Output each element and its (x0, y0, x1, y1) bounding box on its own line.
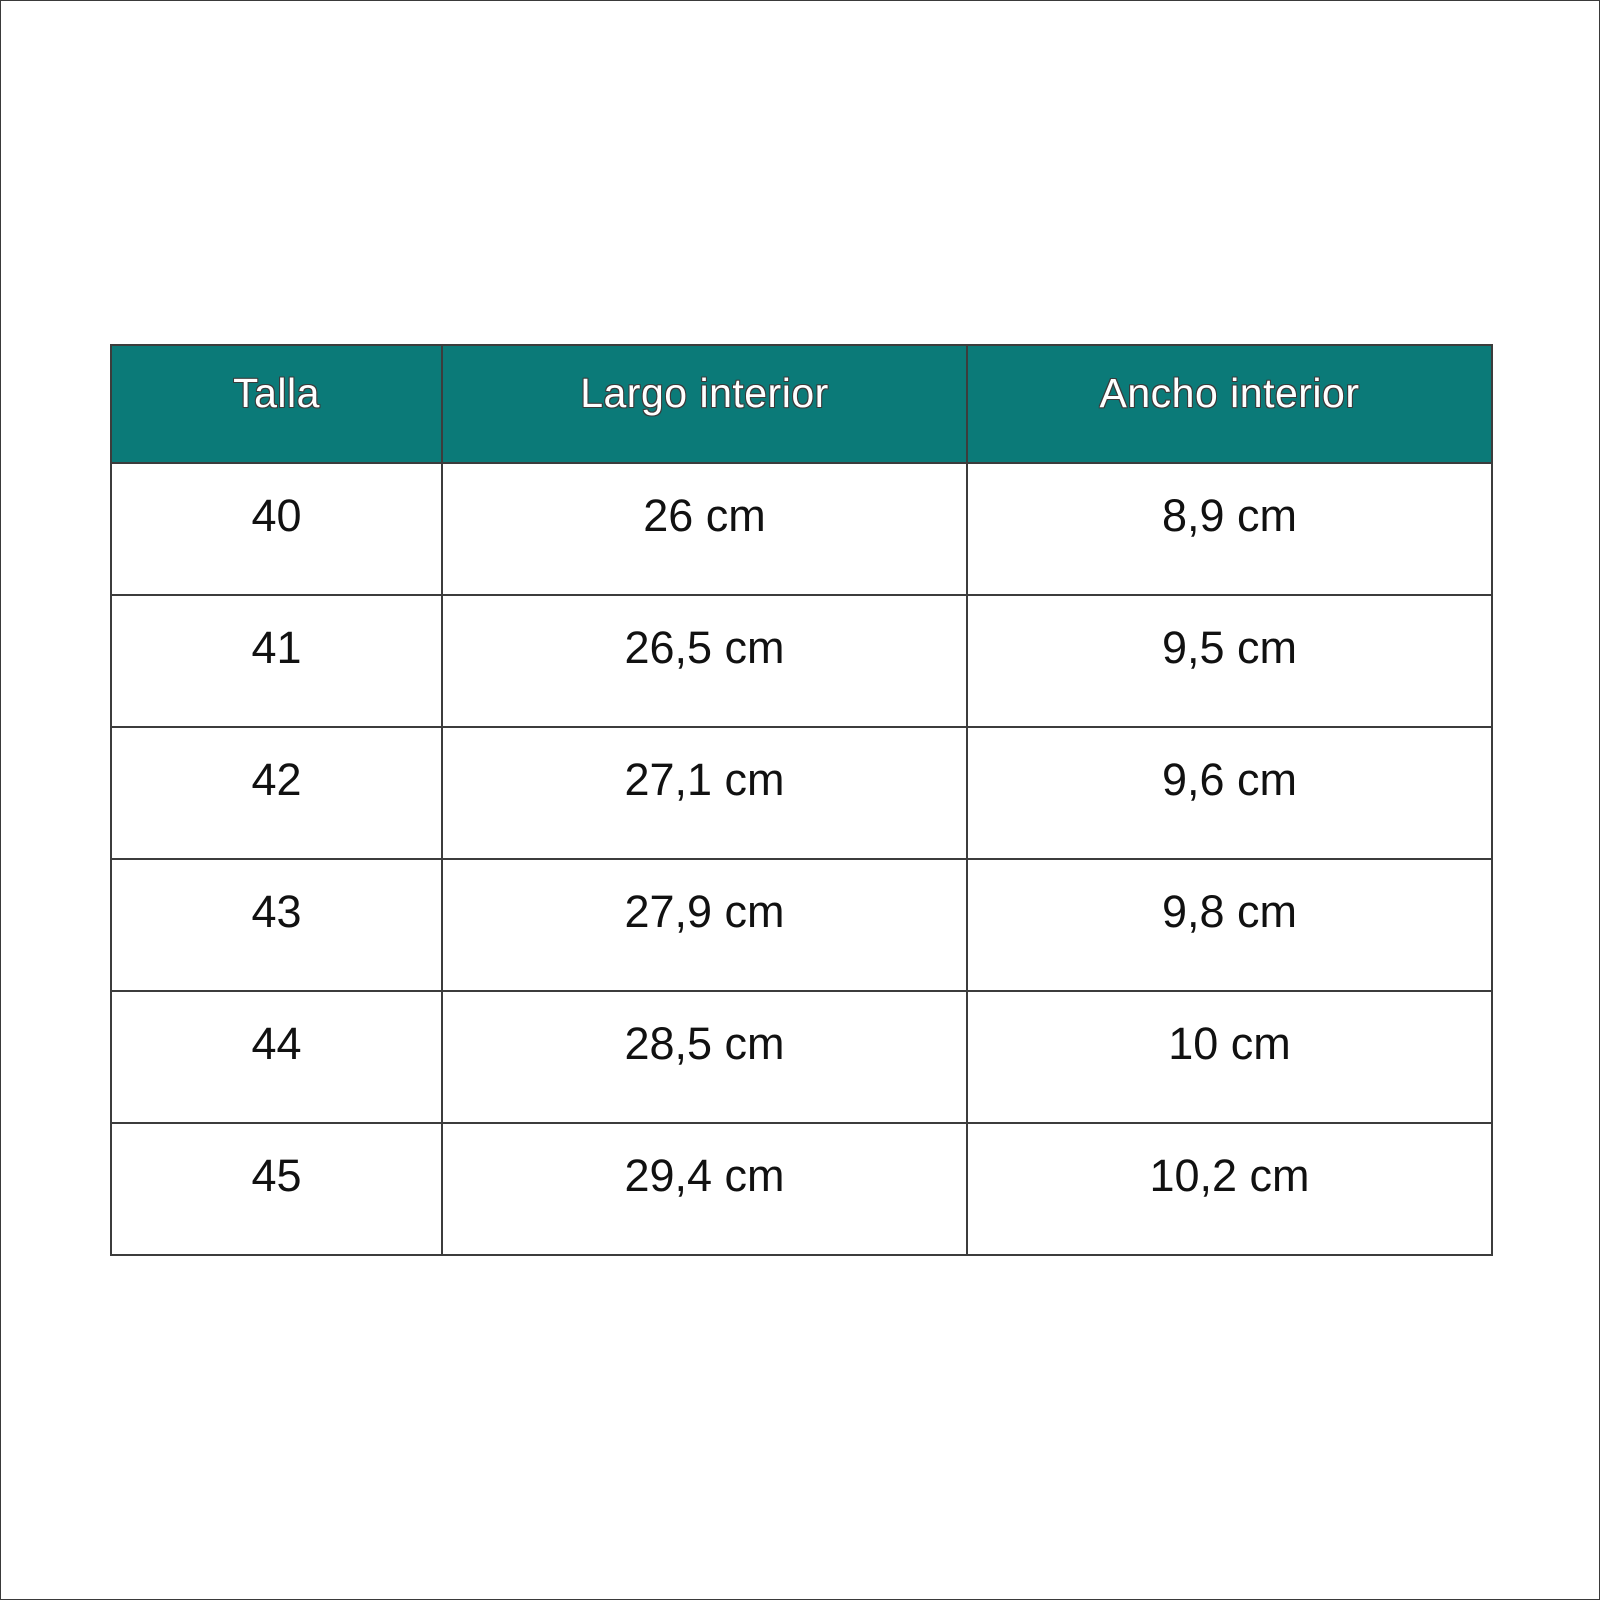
cell-ancho: 10,2 cm (967, 1123, 1492, 1255)
size-chart-table (110, 344, 1493, 1256)
table-row (111, 859, 1492, 991)
table-row (111, 463, 1492, 595)
cell-largo: 27,1 cm (442, 727, 967, 859)
cell-largo: 27,9 cm (442, 859, 967, 991)
cell-talla: 45 (111, 1123, 442, 1255)
cell-ancho: 9,8 cm (967, 859, 1492, 991)
header-talla: Talla (111, 345, 442, 463)
cell-ancho: 8,9 cm (967, 463, 1492, 595)
table-row (111, 595, 1492, 727)
cell-talla: 40 (111, 463, 442, 595)
cell-largo: 29,4 cm (442, 1123, 967, 1255)
cell-talla: 43 (111, 859, 442, 991)
header-ancho-interior: Ancho interior (967, 345, 1492, 463)
cell-talla: 41 (111, 595, 442, 727)
cell-ancho: 9,6 cm (967, 727, 1492, 859)
table-row (111, 727, 1492, 859)
cell-ancho: 9,5 cm (967, 595, 1492, 727)
cell-largo: 28,5 cm (442, 991, 967, 1123)
table-header-row (111, 345, 1492, 463)
table-row (111, 991, 1492, 1123)
table-row (111, 1123, 1492, 1255)
header-largo-interior: Largo interior (442, 345, 967, 463)
cell-largo: 26,5 cm (442, 595, 967, 727)
cell-ancho: 10 cm (967, 991, 1492, 1123)
cell-largo: 26 cm (442, 463, 967, 595)
cell-talla: 42 (111, 727, 442, 859)
cell-talla: 44 (111, 991, 442, 1123)
